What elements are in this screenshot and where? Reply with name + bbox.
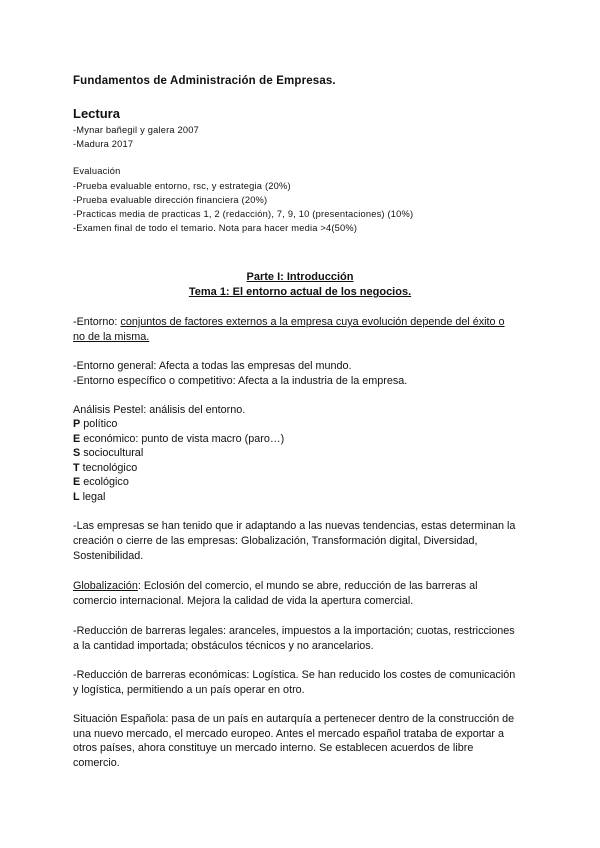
globalizacion-paragraph [73, 580, 478, 592]
entorno-especifico: -Entorno específico o competitivo: Afecta a la industria de la empresa. [73, 375, 408, 387]
pestel-item [73, 476, 129, 488]
pestel-intro: Análisis Pestel: análisis del entorno. [73, 404, 246, 416]
evaluacion-item: -Prueba evaluable dirección financiera (20%) [73, 195, 268, 205]
parte-title: Parte I: Introducción [246, 271, 354, 283]
pestel-text: tecnológico [79, 462, 138, 474]
document-title: Fundamentos de Administración de Empresas. [73, 75, 336, 87]
pestel-item [73, 447, 143, 459]
pestel-letter: T [73, 462, 80, 474]
barreras-legales-paragraph: -Reducción de barreras legales: aranceles, impuestos a la importación; cuotas, restricciones [73, 625, 515, 637]
pestel-letter: E [73, 476, 81, 488]
tema-title: Tema 1: El entorno actual de los negocios. [188, 286, 412, 298]
entorno-definition-cont: no de la misma. [73, 331, 150, 343]
tendencias-paragraph: creación o cierre de las empresas: Globalización, Transformación digital, Diversidad, [73, 535, 478, 547]
evaluacion-item: -Prueba evaluable entorno, rsc, y estrategia (20%) [73, 181, 291, 191]
barreras-economicas-paragraph: y logística, permitiendo a un país operar en otro. [73, 684, 305, 696]
pestel-item [73, 462, 137, 474]
tendencias-paragraph: -Las empresas se han tenido que ir adaptando a las nuevas tendencias, estas determinan la [73, 520, 516, 532]
pestel-letter: P [73, 418, 81, 430]
entorno-definition [73, 316, 505, 328]
lectura-item: -Madura 2017 [73, 139, 134, 149]
globalizacion-term: Globalización [73, 580, 138, 592]
pestel-item [73, 433, 284, 445]
evaluacion-heading: Evaluación [73, 166, 121, 176]
tendencias-paragraph: Sostenibilidad. [73, 550, 144, 562]
situacion-paragraph: Situación Española: pasa de un país en autarquía a pertenecer dentro de la construcción de [73, 713, 515, 725]
pestel-item [73, 418, 117, 430]
barreras-economicas-paragraph: -Reducción de barreras económicas: Logística. Se han reducido los costes de comunicación [73, 669, 516, 681]
pestel-text: ecológico [80, 476, 129, 488]
entorno-definition-text: conjuntos de factores externos a la empresa cuya evolución depende del éxito o [120, 316, 505, 328]
situacion-paragraph: una nuevo mercado, el mercado europeo. Antes el mercado español trataba de exportar a [73, 728, 504, 740]
entorno-general: -Entorno general: Afecta a todas las empresas del mundo. [73, 360, 352, 372]
evaluacion-item: -Practicas media de practicas 1, 2 (redacción), 7, 9, 10 (presentaciones) (10%) [73, 209, 414, 219]
globalizacion-paragraph: comercio internacional. Mejora la calidad de vida la apertura comercial. [73, 595, 414, 607]
pestel-letter: S [73, 447, 81, 459]
lectura-item: -Mynar bañegil y galera 2007 [73, 125, 200, 135]
barreras-legales-paragraph: a la cantidad importada; obstáculos técnicos y no arancelarios. [73, 640, 374, 652]
pestel-text: sociocultural [80, 447, 144, 459]
pestel-text: político [80, 418, 118, 430]
entorno-prefix: -Entorno: [73, 316, 121, 328]
pestel-item [73, 491, 105, 503]
pestel-text: económico: punto de vista macro (paro…) [80, 433, 285, 445]
situacion-paragraph: comercio. [73, 757, 120, 769]
pestel-letter: E [73, 433, 81, 445]
evaluacion-item: -Examen final de todo el temario. Nota para hacer media >4(50%) [73, 223, 358, 233]
pestel-text: legal [79, 491, 106, 503]
situacion-paragraph: otros países, ahora constituye un mercado interno. Se establecen acuerdos de libre [73, 742, 474, 754]
globalizacion-text: : Eclosión del comercio, el mundo se abre, reducción de las barreras al [137, 580, 478, 592]
lectura-heading: Lectura [73, 106, 120, 121]
pestel-letter: L [73, 491, 80, 503]
